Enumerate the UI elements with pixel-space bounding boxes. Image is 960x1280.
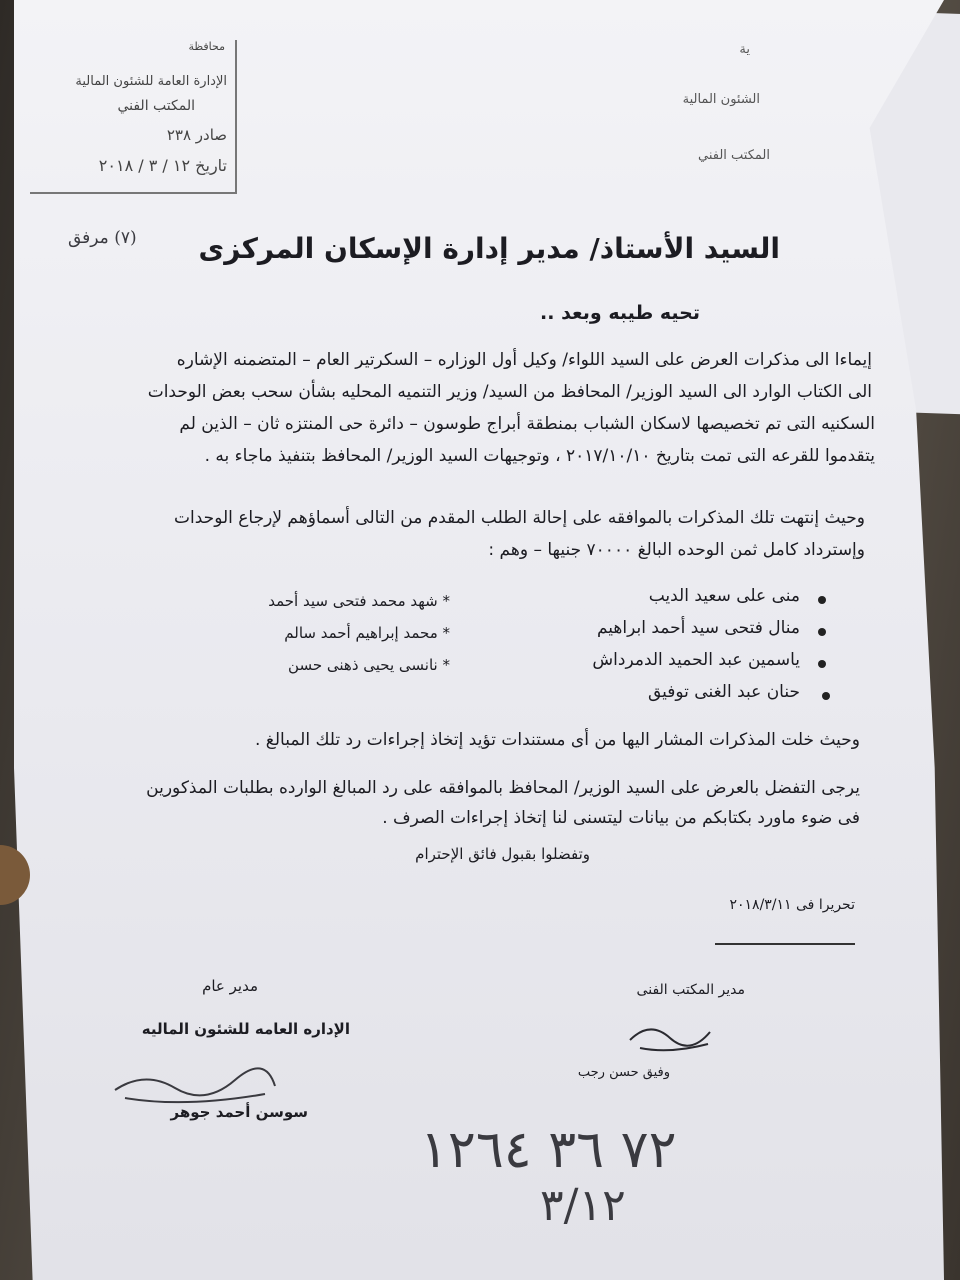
bullet-icon <box>818 628 826 636</box>
stamp-line-1: محافظة <box>188 40 225 53</box>
name-right-3: ياسمين عبد الحميد الدمرداش <box>592 650 800 670</box>
name-left-3: * نانسى يحيى ذهنى حسن <box>288 656 450 674</box>
paragraph4-line1: يرجى التفضل بالعرض على السيد الوزير/ المحافظ بالموافقه على رد المبالغ الوارده بطلبات المذكورين <box>146 778 860 798</box>
header-line-3: المكتب الفني <box>698 148 770 163</box>
paragraph1-line4: يتقدموا للقرعه التى تمت بتاريخ ٢٠١٧/١٠/١٠ ، وتوجيهات السيد الوزير/ المحافظ بتنفيذ ماجاء به . <box>204 446 875 466</box>
paragraph2-line1: وحيث إنتهت تلك المذكرات بالموافقه على إحالة الطلب المقدم من التالى أسماؤهم لإرجاع الوحدات <box>174 508 865 528</box>
paragraph2-line2: وإسترداد كامل ثمن الوحده البالغ ٧٠٠٠٠ جنيها – وهم : <box>488 540 865 560</box>
paragraph1-line2: الى الكتاب الوارد الى السيد الوزير/ المحافظ من السيد/ وزير التنميه المحليه بشأن سحب بعض الوحدات <box>147 382 872 402</box>
stamp-line-5: تاريخ ١٢ / ٣ / ٢٠١٨ <box>98 156 227 175</box>
name-right-4: حنان عبد الغنى توفيق <box>647 682 800 702</box>
bullet-icon <box>818 660 826 668</box>
handwritten-date: ٣/١٢ <box>540 1180 626 1231</box>
signature-left-title-2: الإداره العامه للشئون الماليه <box>141 1020 350 1038</box>
name-left-1: * شهد محمد فتحى سيد أحمد <box>268 592 450 610</box>
addressee: السيد الأستاذ/ مدير إدارة الإسكان المركزى <box>198 232 780 265</box>
header-line-2: الشئون المالية <box>682 92 760 107</box>
name-right-1: منى على سعيد الديب <box>648 586 800 606</box>
signature-left-name: سوسن أحمد جوهر <box>170 1103 308 1121</box>
header-line-1: ية <box>739 42 750 57</box>
name-left-2: * محمد إبراهيم أحمد سالم <box>284 624 450 642</box>
bullet-icon <box>818 596 826 604</box>
signature-right-title: مدير المكتب الفنى <box>636 982 745 998</box>
bullet-icon <box>822 692 830 700</box>
paragraph1-line3: السكنيه التى تم تخصيصها لاسكان الشباب بمنطقة أبراج طوسون – دائرة حى المنتزه ثان – الذين لم <box>179 414 875 434</box>
stamp-line-2: الإدارة العامة للشئون المالية <box>75 74 227 89</box>
greeting: تحيه طيبه وبعد .. <box>540 302 700 324</box>
office-stamp <box>30 40 237 194</box>
paragraph4-line2: فى ضوء ماورد بكتابكم من بيانات ليتسنى لنا إتخاذ إجراءات الصرف . <box>382 808 860 828</box>
signature-left-title-1: مدير عام <box>202 977 258 995</box>
paragraph1-line1: إيماءا الى مذكرات العرض على السيد اللواء/ وكيل أول الوزاره – السكرتير العام – المتضمنه الإشاره <box>176 350 872 370</box>
signature-right-scribble <box>620 1010 720 1060</box>
name-right-2: منال فتحى سيد أحمد ابراهيم <box>596 618 800 638</box>
attachment-note: (٧) مرفق <box>68 228 137 248</box>
handwritten-number: ٧٢ ٣٦ ١٢٦٤ <box>420 1120 677 1180</box>
stamp-line-3: المكتب الفني <box>117 98 195 114</box>
date-line: تحريرا فى ٢٠١٨/٣/١١ <box>729 897 855 913</box>
paragraph3: وحيث خلت المذكرات المشار اليها من أى مستندات تؤيد إتخاذ إجراءات رد تلك المبالغ . <box>254 730 860 750</box>
stamp-line-4: صادر ٢٣٨ <box>166 126 227 144</box>
signature-right-name: وفيق حسن رجب <box>577 1065 670 1080</box>
date-underline <box>715 943 855 945</box>
closing: وتفضلوا بقبول فائق الإحترام <box>415 845 590 863</box>
